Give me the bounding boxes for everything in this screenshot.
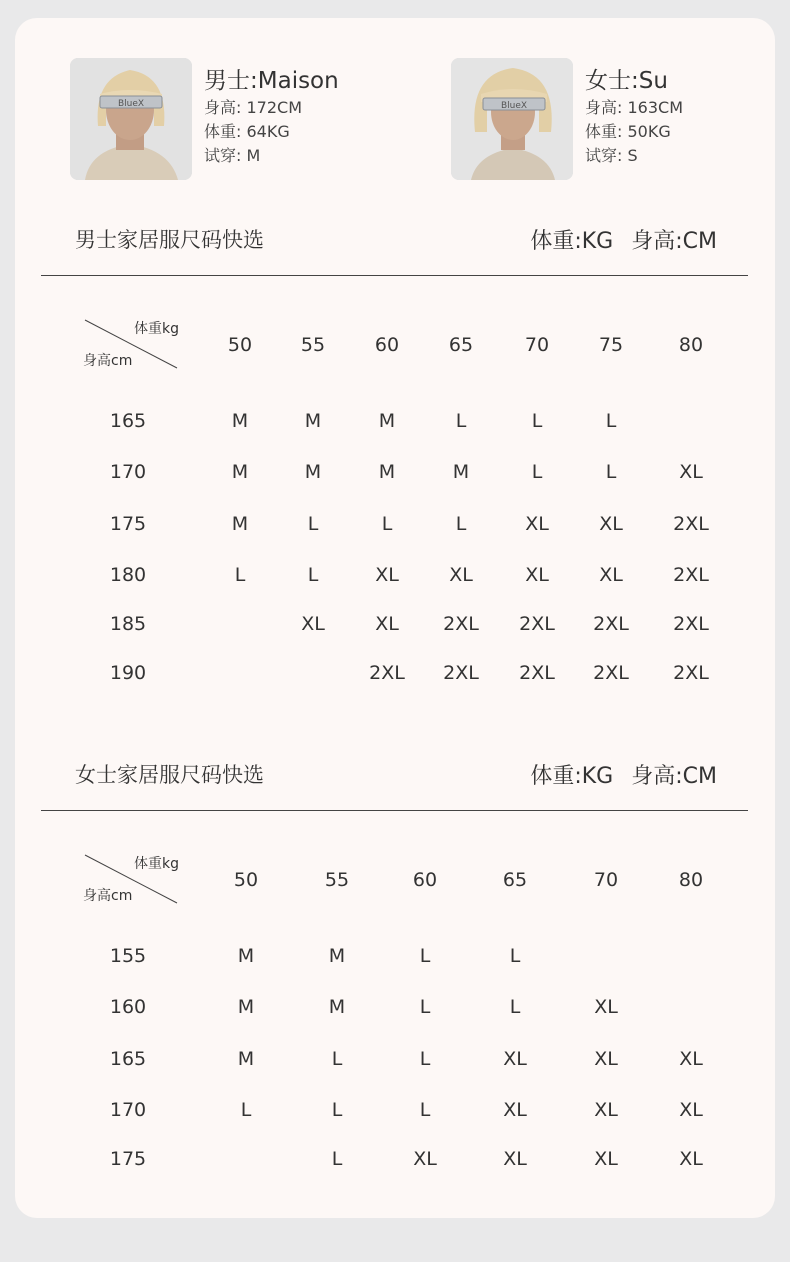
size-cell: XL (503, 1148, 527, 1170)
size-cell: XL (594, 996, 618, 1018)
size-cell: L (331, 1099, 343, 1121)
size-cell: 2XL (519, 613, 555, 635)
size-cell: M (237, 996, 255, 1018)
size-cell: L (455, 410, 467, 432)
size-cell: M (231, 410, 249, 432)
weight-header: 80 (678, 869, 704, 891)
height-row-label: 185 (109, 613, 147, 635)
height-row-label: 155 (109, 945, 147, 967)
size-cell: M (378, 410, 396, 432)
womens-divider (41, 810, 748, 811)
womens-unit-label (530, 759, 717, 790)
weight-header: 70 (524, 334, 550, 356)
size-cell: M (304, 461, 322, 483)
model-height: 身高: 163CM (585, 98, 683, 117)
weight-header: 60 (374, 334, 400, 356)
weight-header: 55 (300, 334, 326, 356)
size-cell: XL (449, 564, 473, 586)
mens-size-title: 男士家居服尺码快选 (75, 228, 264, 252)
size-cell: 2XL (443, 613, 479, 635)
size-cell: XL (503, 1048, 527, 1070)
size-cell: M (328, 945, 346, 967)
height-unit: 身高:CM (631, 764, 717, 789)
size-cell: XL (413, 1148, 437, 1170)
weight-unit: 体重:KG (530, 764, 614, 789)
size-cell: XL (503, 1099, 527, 1121)
size-cell: XL (594, 1148, 618, 1170)
size-cell: L (307, 564, 319, 586)
size-cell: XL (679, 1148, 703, 1170)
size-cell: 2XL (443, 662, 479, 684)
weight-header: 65 (502, 869, 528, 891)
size-cell: L (419, 945, 431, 967)
model-weight: 体重: 50KG (585, 122, 671, 141)
size-cell: 2XL (369, 662, 405, 684)
glasses-logo-maison: BlueX (117, 99, 145, 109)
size-cell: XL (599, 513, 623, 535)
size-cell: 2XL (673, 662, 709, 684)
model-fit-size: 试穿: M (204, 146, 261, 165)
height-row-label: 165 (109, 1048, 147, 1070)
mens-unit-label (530, 224, 717, 255)
height-row-label: 190 (109, 662, 147, 684)
size-cell: M (304, 410, 322, 432)
size-cell: XL (375, 613, 399, 635)
mens-corner-header (83, 318, 179, 370)
size-cell: XL (525, 564, 549, 586)
size-cell: L (455, 513, 467, 535)
height-row-label: 175 (109, 1148, 147, 1170)
weight-header: 55 (324, 869, 350, 891)
size-cell: M (378, 461, 396, 483)
size-cell: L (240, 1099, 252, 1121)
weight-header: 65 (448, 334, 474, 356)
size-cell: M (231, 461, 249, 483)
height-row-label: 160 (109, 996, 147, 1018)
size-cell: XL (375, 564, 399, 586)
size-cell: M (328, 996, 346, 1018)
size-cell: L (307, 513, 319, 535)
height-row-label: 180 (109, 564, 147, 586)
model-photo-su (451, 58, 573, 180)
weight-header: 70 (593, 869, 619, 891)
height-row-label: 175 (109, 513, 147, 535)
size-cell: L (531, 410, 543, 432)
size-cell: 2XL (673, 513, 709, 535)
size-cell: XL (679, 461, 703, 483)
glasses-logo-su: BlueX (500, 101, 528, 111)
mens-divider (41, 275, 748, 276)
size-cell: L (531, 461, 543, 483)
weight-header: 50 (233, 869, 259, 891)
size-cell: 2XL (673, 613, 709, 635)
size-cell: L (331, 1148, 343, 1170)
size-cell: XL (679, 1048, 703, 1070)
size-guide-card (15, 18, 775, 1218)
size-cell: L (381, 513, 393, 535)
weight-header: 80 (678, 334, 704, 356)
size-cell: M (452, 461, 470, 483)
model-photo-maison (70, 58, 192, 180)
weight-unit: 体重:KG (530, 229, 614, 254)
size-cell: L (419, 996, 431, 1018)
corner-height-label: 身高cm (83, 353, 133, 369)
weight-header: 50 (227, 334, 253, 356)
size-cell: XL (301, 613, 325, 635)
size-cell: XL (679, 1099, 703, 1121)
size-cell: 2XL (593, 662, 629, 684)
size-cell: XL (525, 513, 549, 535)
corner-weight-label: 体重kg (134, 321, 179, 337)
size-cell: 2XL (593, 613, 629, 635)
size-cell: L (509, 996, 521, 1018)
height-row-label: 170 (109, 1099, 147, 1121)
size-cell: M (237, 1048, 255, 1070)
height-row-label: 170 (109, 461, 147, 483)
height-row-label: 165 (109, 410, 147, 432)
womens-corner-header (83, 853, 179, 905)
corner-weight-label: 体重kg (134, 856, 179, 872)
size-cell: L (509, 945, 521, 967)
size-cell: L (234, 564, 246, 586)
womens-size-title: 女士家居服尺码快选 (75, 763, 264, 787)
size-cell: XL (594, 1048, 618, 1070)
size-cell: M (237, 945, 255, 967)
size-cell: L (605, 461, 617, 483)
size-cell: L (419, 1048, 431, 1070)
weight-header: 60 (412, 869, 438, 891)
height-unit: 身高:CM (631, 229, 717, 254)
corner-height-label: 身高cm (83, 888, 133, 904)
size-cell: XL (599, 564, 623, 586)
size-cell: M (231, 513, 249, 535)
model-weight: 体重: 64KG (204, 122, 290, 141)
size-cell: 2XL (519, 662, 555, 684)
weight-header: 75 (598, 334, 624, 356)
size-cell: L (331, 1048, 343, 1070)
size-cell: 2XL (673, 564, 709, 586)
model-name: 女士:Su (585, 68, 668, 94)
model-name: 男士:Maison (204, 68, 339, 94)
size-cell: XL (594, 1099, 618, 1121)
model-fit-size: 试穿: S (585, 146, 638, 165)
size-cell: L (605, 410, 617, 432)
size-cell: L (419, 1099, 431, 1121)
model-height: 身高: 172CM (204, 98, 302, 117)
